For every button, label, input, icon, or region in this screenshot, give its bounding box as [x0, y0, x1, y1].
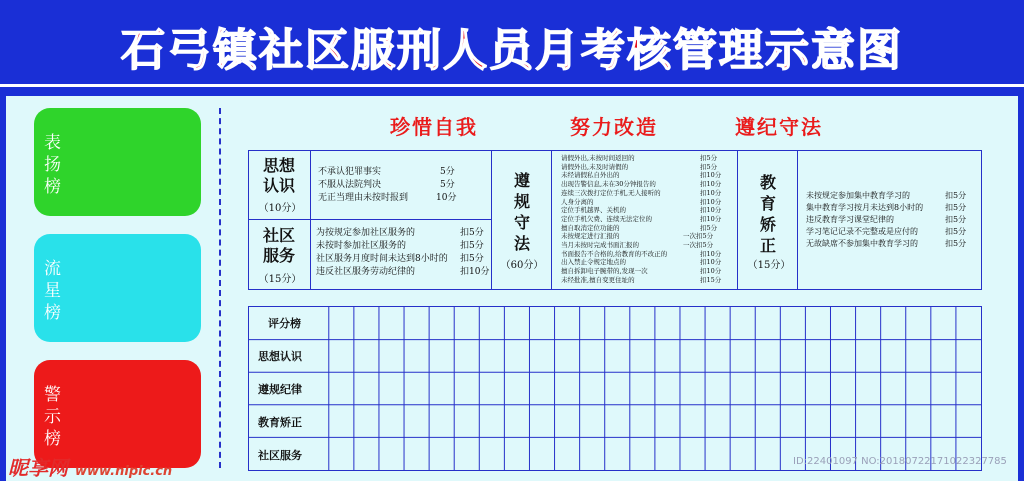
zungui-label: 遵规守法 [513, 171, 530, 253]
jiaoyu-score: （15分） [747, 260, 791, 271]
rule-deduct: 一次扣5分 [683, 232, 714, 241]
rule-text: 请假外出,未及时请假的 [561, 162, 629, 171]
rule-deduct: 扣10分 [700, 249, 722, 258]
rule-text: 出现告警信息,未在30分钟报告的 [561, 180, 656, 189]
rule-deduct: 扣10分 [700, 206, 722, 215]
rule-deduct: 5分 [440, 180, 455, 190]
slogan: 努力改造 [570, 115, 658, 139]
sixiang-label: 思想认识 [262, 156, 295, 195]
sidebar-item-label: 警示榜 [44, 385, 61, 449]
rule-text: 不承认犯罪事实 [318, 167, 382, 177]
title-divider [0, 84, 1024, 87]
rule-text: 学习笔记记录不完整或是应付的 [806, 227, 918, 236]
rule-deduct: 扣5分 [945, 227, 967, 236]
watermark-id: ID:22401097 NO:20180722171022327785 [793, 456, 1007, 467]
sixiang-score: （10分） [258, 203, 302, 214]
rule-deduct: 扣10分 [700, 188, 722, 197]
rule-deduct: 扣10分 [700, 180, 722, 189]
rule-deduct: 扣5分 [460, 241, 484, 251]
rule-text: 未按时参加社区服务的 [316, 241, 407, 251]
jiaoyu-label: 教育矫正 [759, 173, 776, 255]
watermark-url: www.nipic.cn [74, 464, 173, 479]
rule-deduct: 扣5分 [700, 154, 718, 162]
rule-deduct: 扣5分 [945, 191, 967, 200]
rule-text: 未经请假私自外出的 [561, 171, 620, 180]
rule-text: 违反社区服务劳动纪律的 [316, 267, 416, 277]
rule-text: 擅自取消定位功能的 [561, 223, 620, 232]
rule-text: 当月未按时完成书面汇报的 [561, 241, 639, 249]
rule-text: 违反教育学习课堂纪律的 [806, 215, 894, 224]
sidebar-item-label: 表扬榜 [44, 133, 61, 197]
rule-deduct: 扣5分 [945, 203, 967, 212]
score-row-label: 评分榜 [268, 316, 301, 330]
rule-text: 定位手机欠费、连续无法定位的 [561, 214, 652, 223]
rule-deduct: 5分 [440, 167, 455, 177]
zungui-score: （60分） [500, 260, 544, 271]
score-grid [248, 306, 982, 471]
rule-text: 未按规定参加集中教育学习的 [806, 191, 910, 200]
rule-deduct: 扣10分 [460, 267, 490, 277]
rule-deduct: 10分 [436, 193, 457, 203]
score-row-label: 社区服务 [258, 448, 302, 462]
rule-deduct: 扣10分 [700, 267, 722, 276]
rule-deduct: 扣10分 [700, 214, 722, 223]
sidebar-item-meteor [34, 234, 201, 342]
rule-text: 连续三次拨打定位手机,无人接听的 [561, 188, 661, 197]
rule-deduct: 一次扣5分 [683, 241, 714, 249]
watermark-logo [8, 452, 172, 481]
rule-text: 出入禁止令规定地点的 [561, 258, 626, 267]
sidebar-item-praise [34, 108, 201, 216]
score-row-label: 遵规纪律 [258, 382, 302, 396]
rule-deduct: 扣10分 [700, 197, 722, 206]
score-row-label: 思想认识 [258, 349, 302, 363]
rule-deduct: 扣5分 [700, 162, 718, 171]
rule-text: 定位手机越界、关机的 [561, 206, 626, 215]
rule-text: 集中教育学习按月未达到8小时的 [806, 203, 924, 212]
rule-deduct: 扣15分 [700, 275, 722, 284]
sidebar-item-label: 流星榜 [44, 259, 61, 323]
shequ-score: （15分） [258, 274, 302, 285]
page-title: 石弓镇社区服刑人员月考核管理示意图 [121, 25, 903, 76]
slogan: 珍惜自我 [390, 115, 478, 139]
rule-deduct: 扣5分 [700, 223, 718, 232]
rule-deduct: 扣5分 [460, 254, 484, 264]
rule-text: 人身分离的 [561, 197, 594, 206]
rule-text: 无故缺席不参加集中教育学习的 [806, 239, 918, 248]
rule-text: 未经批准,擅自变更住址的 [561, 275, 635, 284]
rule-text: 请假外出,未按时间返回的 [561, 154, 635, 162]
rule-text: 为按规定参加社区服务的 [316, 228, 416, 238]
rule-deduct: 扣5分 [945, 239, 967, 248]
rule-deduct: 扣10分 [700, 258, 722, 267]
rule-text: 擅自拆卸电子腕带的,发现一次 [561, 267, 648, 276]
slogan: 遵纪守法 [735, 115, 823, 139]
shequ-label: 社区服务 [262, 226, 295, 265]
rule-text: 不服从法院判决 [318, 180, 382, 190]
rule-deduct: 扣5分 [460, 228, 484, 238]
rule-text: 书面报告不合格的,给教育的不改正的 [561, 249, 668, 258]
score-row-label: 教育矫正 [258, 415, 302, 429]
dashed-divider [219, 108, 221, 468]
rule-deduct: 扣5分 [945, 215, 967, 224]
rule-deduct: 扣10分 [700, 171, 722, 180]
rule-text: 无正当理由未按时报到 [318, 193, 409, 203]
rule-text: 未按规定进行汇报的 [561, 232, 620, 241]
rule-text: 社区服务月度时间未达到8小时的 [316, 254, 448, 264]
watermark-brand: 昵享网 [8, 456, 68, 480]
